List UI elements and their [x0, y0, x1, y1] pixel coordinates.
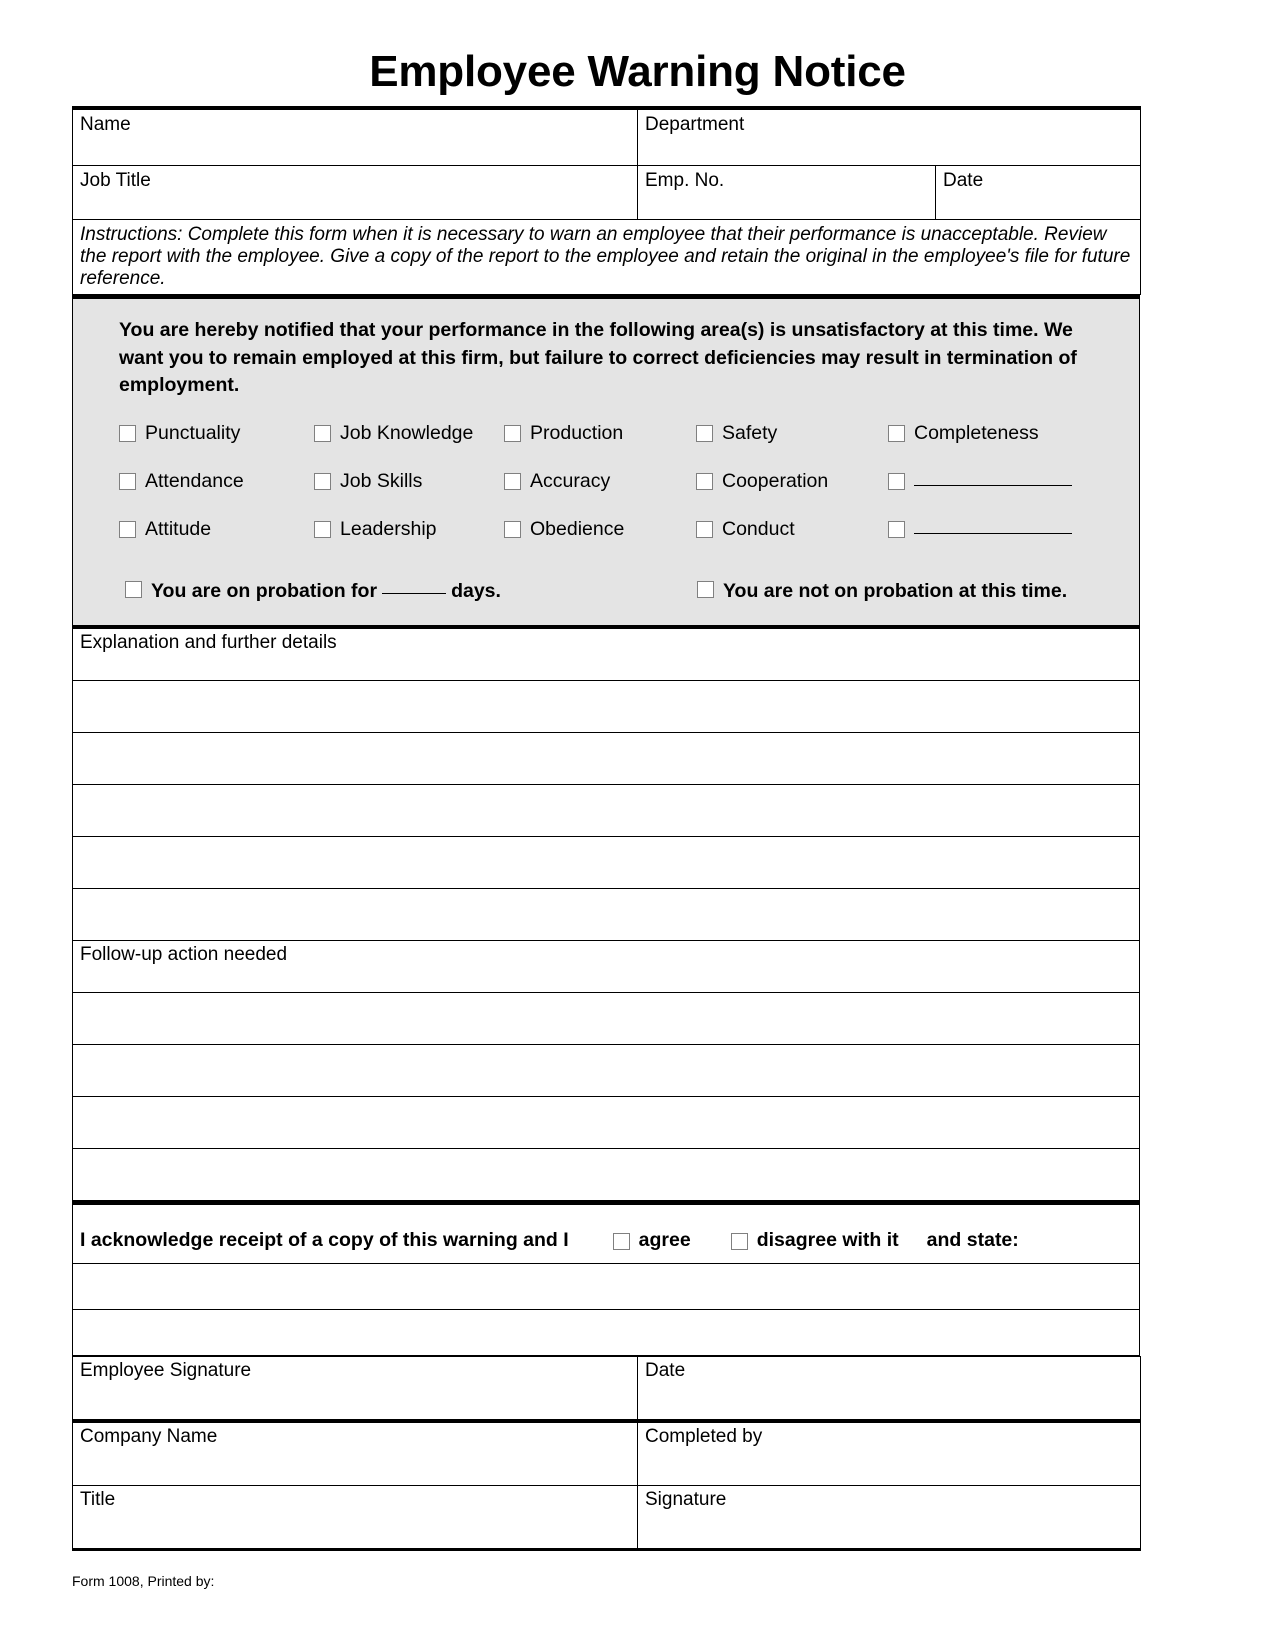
checkbox-icon[interactable]: [731, 1233, 748, 1250]
checkbox-item-attitude[interactable]: [119, 517, 314, 568]
probation-row: [119, 580, 1115, 603]
title-field[interactable]: [73, 1485, 638, 1549]
signature-section: [72, 1356, 1140, 1551]
table-row: [73, 1263, 1140, 1309]
checkbox-icon[interactable]: [314, 473, 331, 490]
followup-header-cell[interactable]: [73, 941, 1140, 993]
checkbox-icon[interactable]: [697, 581, 714, 598]
table-row: [73, 1148, 1140, 1200]
checkbox-item-completeness[interactable]: [888, 421, 1115, 472]
form-footer: Form 1008, Printed by:: [72, 1572, 215, 1589]
checkbox-item-safety[interactable]: [696, 421, 888, 472]
company-name-field[interactable]: [73, 1421, 638, 1486]
checkbox-label: Conduct: [722, 517, 795, 540]
acknowledgement-line-2[interactable]: [73, 1309, 1140, 1355]
followup-line-4[interactable]: [73, 1148, 1140, 1200]
explanation-line-1[interactable]: [73, 680, 1140, 732]
department-field[interactable]: [638, 108, 1141, 166]
table-row: [73, 220, 1141, 295]
unsatisfactory-areas-grid: [119, 421, 1115, 568]
notice-text: You are hereby notified that your performance in the following area(s) is unsatisfactory at this time. We want you to remain employed at this firm, but failure to correct deficiencies may result in termination of employment.: [119, 318, 1077, 397]
checkbox-icon[interactable]: [314, 521, 331, 538]
explanation-header-cell[interactable]: [73, 629, 1140, 681]
checkbox-item-production[interactable]: [504, 421, 696, 472]
followup-table: [72, 941, 1140, 1201]
checkbox-item-accuracy[interactable]: [504, 469, 696, 520]
table-row: [73, 1485, 1141, 1549]
checkbox-label: Safety: [722, 421, 778, 444]
checkbox-item-job-knowledge[interactable]: [314, 421, 504, 472]
checkbox-item-attendance[interactable]: [119, 469, 314, 520]
notice-panel: [72, 295, 1140, 629]
completed-by-field[interactable]: [638, 1421, 1141, 1486]
table-row: [73, 992, 1140, 1044]
followup-line-3[interactable]: [73, 1096, 1140, 1148]
explanation-table: [72, 629, 1140, 941]
signature-label: Signature: [645, 1488, 727, 1510]
company-name-label: Company Name: [80, 1425, 218, 1447]
checkbox-item-punctuality[interactable]: [119, 421, 314, 472]
acknowledgement-header-cell: [73, 1203, 1140, 1264]
checkbox-item-job-skills[interactable]: [314, 469, 504, 520]
emp-no-field[interactable]: [638, 166, 936, 220]
checkbox-icon[interactable]: [888, 473, 905, 490]
instructions-text: Instructions: Complete this form when it is necessary to warn an employee that their performance is unacceptable. Review the report with the employee. Give a copy of the report to the employee and retain the original in the employee's file for future reference.: [80, 224, 1131, 290]
checkbox-label: Job Skills: [340, 469, 423, 492]
checkbox-label: Attendance: [145, 469, 244, 492]
table-row: [73, 108, 1141, 166]
date-field[interactable]: [936, 166, 1141, 220]
table-row: [73, 941, 1140, 993]
department-label: Department: [645, 114, 745, 136]
agree-label: agree: [638, 1229, 691, 1252]
notice-section: [72, 295, 1140, 629]
checkbox-icon[interactable]: [119, 473, 136, 490]
explanation-line-3[interactable]: [73, 784, 1140, 836]
checkbox-icon[interactable]: [888, 425, 905, 442]
job-title-label: Job Title: [80, 170, 151, 192]
checkbox-icon[interactable]: [504, 473, 521, 490]
table-row: [73, 1044, 1140, 1096]
on-probation-option[interactable]: [119, 580, 697, 603]
table-row: [73, 629, 1140, 681]
explanation-line-2[interactable]: [73, 732, 1140, 784]
acknowledgement-line-1[interactable]: [73, 1263, 1140, 1309]
checkbox-label: Job Knowledge: [340, 421, 474, 444]
checkbox-icon[interactable]: [125, 581, 142, 598]
explanation-section: [72, 629, 1140, 941]
checkbox-icon[interactable]: [504, 521, 521, 538]
acknowledgement-line: [73, 1215, 1139, 1252]
custom-area-write-in-1[interactable]: [914, 472, 1072, 486]
date-label: Date: [645, 1359, 686, 1381]
checkbox-icon[interactable]: [119, 425, 136, 442]
checkbox-item-conduct[interactable]: [696, 517, 888, 568]
signature-table: [72, 1356, 1141, 1551]
header-fields-table: [72, 106, 1141, 295]
name-label: Name: [80, 114, 131, 136]
on-probation-suffix-label: days.: [451, 579, 501, 602]
followup-section: [72, 941, 1140, 1201]
disagree-label: disagree with it: [756, 1229, 899, 1252]
name-field[interactable]: [73, 108, 638, 166]
employee-signature-label: Employee Signature: [80, 1359, 252, 1381]
followup-label: Follow-up action needed: [80, 943, 288, 965]
checkbox-item-custom-1[interactable]: [888, 472, 1115, 520]
checkbox-label: Production: [530, 421, 624, 444]
table-row: [73, 732, 1140, 784]
checkbox-icon[interactable]: [888, 521, 905, 538]
not-on-probation-label: You are not on probation at this time.: [723, 579, 1068, 602]
probation-days-input[interactable]: [382, 580, 446, 594]
checkbox-label: Obedience: [530, 517, 625, 540]
acknowledgement-section: [72, 1201, 1140, 1356]
completed-by-label: Completed by: [645, 1425, 763, 1447]
table-row: [73, 784, 1140, 836]
checkbox-label: Accuracy: [530, 469, 611, 492]
followup-line-2[interactable]: [73, 1044, 1140, 1096]
checkbox-icon[interactable]: [613, 1233, 630, 1250]
table-row: [73, 1356, 1141, 1421]
acknowledgement-lead-text: I acknowledge receipt of a copy of this warning and I: [80, 1229, 569, 1252]
checkbox-label: Leadership: [340, 517, 437, 540]
signature-date-field[interactable]: [638, 1356, 1141, 1421]
custom-area-write-in-2[interactable]: [914, 520, 1072, 534]
checkbox-label: Attitude: [145, 517, 212, 540]
title-label: Title: [80, 1488, 116, 1510]
table-row: [73, 888, 1140, 940]
and-state-label: and state:: [926, 1229, 1019, 1252]
job-title-field[interactable]: [73, 166, 638, 220]
table-row: [73, 166, 1141, 220]
page-title: Employee Warning Notice: [369, 47, 906, 96]
checkbox-label: Punctuality: [145, 421, 241, 444]
on-probation-prefix-label: You are on probation for: [151, 579, 378, 602]
checkbox-label: Cooperation: [722, 469, 829, 492]
table-row: [73, 1203, 1140, 1264]
explanation-label: Explanation and further details: [80, 631, 337, 653]
explanation-line-5[interactable]: [73, 888, 1140, 940]
acknowledgement-table: [72, 1201, 1140, 1356]
table-row: [73, 680, 1140, 732]
table-row: [73, 1096, 1140, 1148]
table-row: [73, 1309, 1140, 1355]
manager-signature-field[interactable]: [638, 1485, 1141, 1549]
explanation-line-4[interactable]: [73, 836, 1140, 888]
not-on-probation-option[interactable]: [697, 580, 1067, 603]
emp-no-label: Emp. No.: [645, 170, 725, 192]
checkbox-item-leadership[interactable]: [314, 517, 504, 568]
date-label: Date: [943, 170, 984, 192]
checkbox-item-cooperation[interactable]: [696, 469, 888, 520]
checkbox-icon[interactable]: [696, 425, 713, 442]
checkbox-item-custom-2[interactable]: [888, 520, 1115, 568]
table-row: [73, 1421, 1141, 1486]
followup-line-1[interactable]: [73, 992, 1140, 1044]
table-row: [73, 836, 1140, 888]
header-fields-section: [72, 106, 1140, 295]
instructions-cell: [73, 220, 1141, 295]
checkbox-icon[interactable]: [696, 473, 713, 490]
checkbox-icon[interactable]: [314, 425, 331, 442]
checkbox-icon[interactable]: [119, 521, 136, 538]
checkbox-icon[interactable]: [696, 521, 713, 538]
checkbox-label: Completeness: [914, 421, 1039, 444]
checkbox-item-obedience[interactable]: [504, 517, 696, 568]
employee-signature-field[interactable]: [73, 1356, 638, 1421]
checkbox-icon[interactable]: [504, 425, 521, 442]
